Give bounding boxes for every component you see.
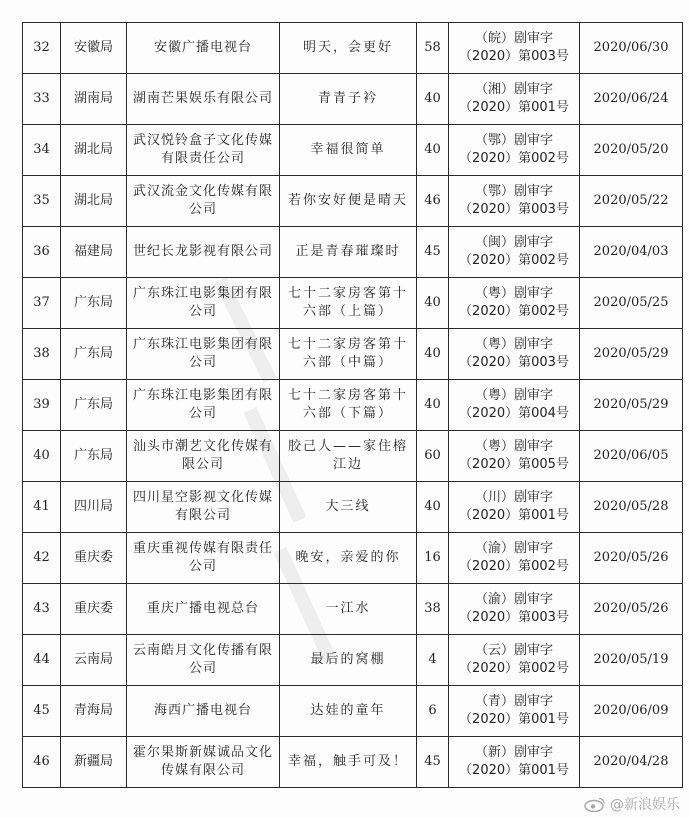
- row-number-cell: 39: [23, 380, 61, 431]
- license-cell: [449, 431, 580, 482]
- license-line-2: （2020）第001号: [459, 712, 569, 727]
- drama-title-cell: 大三线: [280, 482, 417, 533]
- drama-title-cell: 正是青春璀璨时: [280, 227, 417, 278]
- license-line-2: （2020）第002号: [459, 151, 569, 166]
- table-row: [23, 329, 683, 380]
- bureau-cell: 重庆委: [61, 584, 127, 635]
- date-cell: 2020/05/26: [580, 533, 683, 584]
- date-cell: 2020/06/30: [580, 23, 683, 74]
- date-cell: 2020/05/28: [580, 482, 683, 533]
- license-cell: [449, 74, 580, 125]
- date-cell: 2020/05/19: [580, 635, 683, 686]
- episodes-cell: 58: [417, 23, 449, 74]
- license-cell: [449, 482, 580, 533]
- company-cell: 湖南芒果娱乐有限公司: [127, 74, 280, 125]
- date-cell: 2020/05/29: [580, 329, 683, 380]
- license-cell: [449, 329, 580, 380]
- episodes-cell: 4: [417, 635, 449, 686]
- license-cell: [449, 227, 580, 278]
- license-cell: [449, 533, 580, 584]
- drama-title-cell: 幸福很简单: [280, 125, 417, 176]
- license-line-1: （渝）剧审字: [474, 541, 553, 556]
- license-line-1: （湘）剧审字: [474, 82, 553, 97]
- license-line-2: （2020）第002号: [459, 661, 569, 676]
- license-line-1: （粤）剧审字: [474, 439, 553, 454]
- row-number-cell: 37: [23, 278, 61, 329]
- license-cell: [449, 635, 580, 686]
- bureau-cell: 新疆局: [61, 737, 127, 788]
- drama-title-cell: 七十二家房客第十六部（上篇）: [280, 278, 417, 329]
- table-row: [23, 74, 683, 125]
- license-line-2: （2020）第002号: [459, 559, 569, 574]
- bureau-cell: 安徽局: [61, 23, 127, 74]
- bureau-cell: 湖北局: [61, 125, 127, 176]
- date-cell: 2020/05/22: [580, 176, 683, 227]
- license-line-2: （2020）第004号: [459, 406, 569, 421]
- row-number-cell: 34: [23, 125, 61, 176]
- row-number-cell: 43: [23, 584, 61, 635]
- date-cell: 2020/06/24: [580, 74, 683, 125]
- episodes-cell: 46: [417, 176, 449, 227]
- company-cell: 重庆广播电视总台: [127, 584, 280, 635]
- date-cell: 2020/06/05: [580, 431, 683, 482]
- license-line-1: （粤）剧审字: [474, 388, 553, 403]
- drama-title-cell: 七十二家房客第十六部（下篇）: [280, 380, 417, 431]
- bureau-cell: 广东局: [61, 278, 127, 329]
- table-row: [23, 635, 683, 686]
- drama-title-cell: 青青子衿: [280, 74, 417, 125]
- row-number-cell: 40: [23, 431, 61, 482]
- date-cell: 2020/06/09: [580, 686, 683, 737]
- date-cell: 2020/05/29: [580, 380, 683, 431]
- license-line-1: （云）剧审字: [474, 643, 553, 658]
- table-row: [23, 227, 683, 278]
- company-cell: 广东珠江电影集团有限公司: [127, 380, 280, 431]
- episodes-cell: 40: [417, 74, 449, 125]
- table-row: [23, 278, 683, 329]
- row-number-cell: 33: [23, 74, 61, 125]
- company-cell: 四川星空影视文化传媒有限公司: [127, 482, 280, 533]
- episodes-cell: 40: [417, 278, 449, 329]
- license-line-2: （2020）第001号: [459, 763, 569, 778]
- license-line-1: （皖）剧审字: [474, 31, 553, 46]
- company-cell: 云南皓月文化传播有限公司: [127, 635, 280, 686]
- license-cell: [449, 278, 580, 329]
- company-cell: 霍尔果斯新媒诚品文化传媒有限公司: [127, 737, 280, 788]
- drama-title-cell: 胶己人——家住榕江边: [280, 431, 417, 482]
- license-line-2: （2020）第001号: [459, 100, 569, 115]
- episodes-cell: 40: [417, 125, 449, 176]
- bureau-cell: 广东局: [61, 329, 127, 380]
- license-line-2: （2020）第003号: [459, 355, 569, 370]
- license-line-1: （鄂）剧审字: [474, 184, 553, 199]
- row-number-cell: 36: [23, 227, 61, 278]
- license-cell: [449, 686, 580, 737]
- row-number-cell: 38: [23, 329, 61, 380]
- approval-table: [22, 22, 683, 788]
- date-cell: 2020/05/26: [580, 584, 683, 635]
- bureau-cell: 湖南局: [61, 74, 127, 125]
- bureau-cell: 湖北局: [61, 176, 127, 227]
- drama-title-cell: 晚安，亲爱的你: [280, 533, 417, 584]
- table-row: [23, 482, 683, 533]
- table-row: [23, 380, 683, 431]
- license-line-2: （2020）第003号: [459, 610, 569, 625]
- row-number-cell: 35: [23, 176, 61, 227]
- table-row: [23, 176, 683, 227]
- license-line-2: （2020）第003号: [459, 49, 569, 64]
- company-cell: 世纪长龙影视有限公司: [127, 227, 280, 278]
- table-row: [23, 737, 683, 788]
- company-cell: 安徽广播电视台: [127, 23, 280, 74]
- episodes-cell: 45: [417, 227, 449, 278]
- episodes-cell: 40: [417, 482, 449, 533]
- license-line-1: （新）剧审字: [474, 745, 553, 760]
- bureau-cell: 青海局: [61, 686, 127, 737]
- date-cell: 2020/05/25: [580, 278, 683, 329]
- episodes-cell: 45: [417, 737, 449, 788]
- row-number-cell: 44: [23, 635, 61, 686]
- license-cell: [449, 125, 580, 176]
- license-line-1: （闽）剧审字: [474, 235, 553, 250]
- drama-title-cell: 七十二家房客第十六部（中篇）: [280, 329, 417, 380]
- license-line-1: （渝）剧审字: [474, 592, 553, 607]
- row-number-cell: 46: [23, 737, 61, 788]
- company-cell: 重庆重视传媒有限责任公司: [127, 533, 280, 584]
- table-row: [23, 431, 683, 482]
- row-number-cell: 32: [23, 23, 61, 74]
- company-cell: 广东珠江电影集团有限公司: [127, 278, 280, 329]
- company-cell: 武汉流金文化传媒有限公司: [127, 176, 280, 227]
- date-cell: 2020/04/03: [580, 227, 683, 278]
- license-cell: [449, 176, 580, 227]
- drama-title-cell: 若你安好便是晴天: [280, 176, 417, 227]
- episodes-cell: 16: [417, 533, 449, 584]
- bureau-cell: 广东局: [61, 380, 127, 431]
- table-row: [23, 686, 683, 737]
- company-cell: 武汉悦铃盒子文化传媒有限责任公司: [127, 125, 280, 176]
- license-cell: [449, 737, 580, 788]
- license-line-2: （2020）第001号: [459, 508, 569, 523]
- license-line-2: （2020）第003号: [459, 202, 569, 217]
- episodes-cell: 60: [417, 431, 449, 482]
- episodes-cell: 6: [417, 686, 449, 737]
- license-cell: [449, 584, 580, 635]
- weibo-icon: [584, 796, 606, 812]
- license-line-2: （2020）第002号: [459, 253, 569, 268]
- table-row: [23, 125, 683, 176]
- table-row: [23, 584, 683, 635]
- license-line-1: （粤）剧审字: [474, 286, 553, 301]
- source-watermark: [584, 794, 680, 814]
- bureau-cell: 四川局: [61, 482, 127, 533]
- license-line-1: （粤）剧审字: [474, 337, 553, 352]
- company-cell: 海西广播电视台: [127, 686, 280, 737]
- watermark-text: @新浪娱乐: [610, 797, 680, 813]
- bureau-cell: 重庆委: [61, 533, 127, 584]
- license-cell: [449, 23, 580, 74]
- row-number-cell: 45: [23, 686, 61, 737]
- drama-title-cell: 最后的窝棚: [280, 635, 417, 686]
- drama-title-cell: 一江水: [280, 584, 417, 635]
- episodes-cell: 40: [417, 380, 449, 431]
- bureau-cell: 广东局: [61, 431, 127, 482]
- date-cell: 2020/04/28: [580, 737, 683, 788]
- date-cell: 2020/05/20: [580, 125, 683, 176]
- row-number-cell: 41: [23, 482, 61, 533]
- license-line-1: （川）剧审字: [474, 490, 553, 505]
- row-number-cell: 42: [23, 533, 61, 584]
- drama-title-cell: 幸福，触手可及！: [280, 737, 417, 788]
- drama-title-cell: 达娃的童年: [280, 686, 417, 737]
- license-line-1: （青）剧审字: [474, 694, 553, 709]
- license-line-2: （2020）第002号: [459, 304, 569, 319]
- table-row: [23, 23, 683, 74]
- bureau-cell: 云南局: [61, 635, 127, 686]
- drama-title-cell: 明天，会更好: [280, 23, 417, 74]
- license-cell: [449, 380, 580, 431]
- license-line-1: （鄂）剧审字: [474, 133, 553, 148]
- company-cell: 广东珠江电影集团有限公司: [127, 329, 280, 380]
- company-cell: 汕头市潮艺文化传媒有限公司: [127, 431, 280, 482]
- episodes-cell: 40: [417, 329, 449, 380]
- license-line-2: （2020）第005号: [459, 457, 569, 472]
- bureau-cell: 福建局: [61, 227, 127, 278]
- table-row: [23, 533, 683, 584]
- episodes-cell: 38: [417, 584, 449, 635]
